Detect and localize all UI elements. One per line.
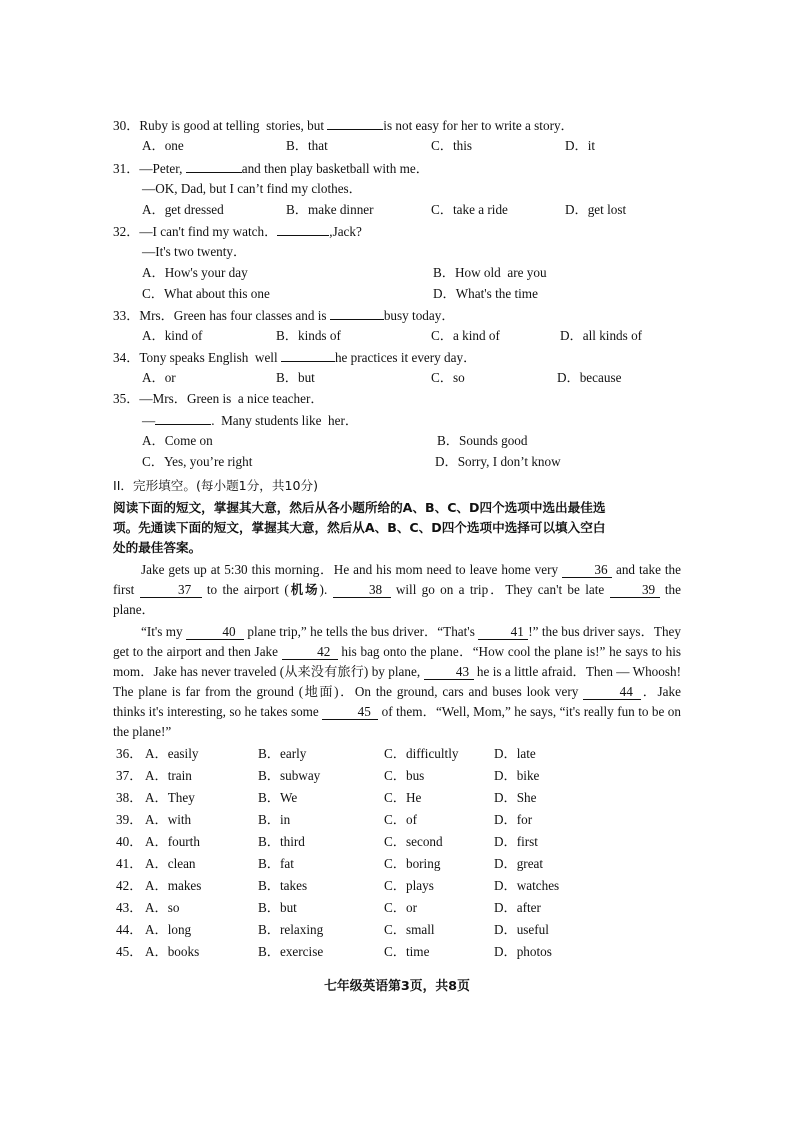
- cloze-option-d[interactable]: D．photos: [494, 944, 552, 959]
- cloze-option-a[interactable]: A．clean: [145, 856, 196, 871]
- q35-option-d[interactable]: D．Sorry, I don’t know: [435, 454, 561, 469]
- q30-option-b[interactable]: B．that: [286, 138, 328, 153]
- cloze-option-d[interactable]: D．watches: [494, 878, 560, 893]
- cloze-option-d[interactable]: D．late: [494, 746, 536, 761]
- question-35-line2: — . Many students like her．: [142, 413, 359, 428]
- section-2-title: II．完形填空。(每小题1分，共10分): [113, 478, 319, 493]
- cloze-option-b[interactable]: B．relaxing: [258, 922, 324, 937]
- cloze-option-c[interactable]: C．boring: [384, 856, 441, 871]
- cloze-option-b[interactable]: B．third: [258, 834, 305, 849]
- cloze-blank-45[interactable]: 45: [322, 705, 378, 720]
- cloze-option-c[interactable]: C．small: [384, 922, 435, 937]
- q31-option-a[interactable]: A．get dressed: [142, 202, 224, 217]
- cloze-option-d[interactable]: D．useful: [494, 922, 549, 937]
- cloze-option-b[interactable]: B．subway: [258, 768, 321, 783]
- cloze-question-number: 41．: [116, 856, 143, 871]
- answer-blank[interactable]: [281, 349, 335, 362]
- section-2-instruction-1: 阅读下面的短文，掌握其大意，然后从各小题所给的A、B、C、D四个选项中选出最佳选: [113, 500, 606, 515]
- q35-option-a[interactable]: A．Come on: [142, 433, 213, 448]
- cloze-question-number: 38．: [116, 790, 143, 805]
- cloze-question-number: 40．: [116, 834, 143, 849]
- section-2-instruction-2: 项。先通读下面的短文，掌握其大意，然后从A、B、C、D四个选项中选择可以填入空白: [113, 520, 606, 535]
- cloze-option-b[interactable]: B．in: [258, 812, 291, 827]
- q34-option-c[interactable]: C．so: [431, 370, 465, 385]
- cloze-option-a[interactable]: A．long: [145, 922, 192, 937]
- cloze-question-number: 44．: [116, 922, 143, 937]
- cloze-question-number: 37．: [116, 768, 143, 783]
- cloze-option-a[interactable]: A．fourth: [145, 834, 200, 849]
- q33-option-c[interactable]: C．a kind of: [431, 328, 500, 343]
- page-footer: 七年级英语第3页，共8页: [324, 979, 470, 994]
- q32-option-a[interactable]: A．How's your day: [142, 265, 248, 280]
- q32-option-b[interactable]: B．How old are you: [433, 265, 547, 280]
- cloze-question-number: 43．: [116, 900, 143, 915]
- passage-paragraph-2: “It's my 40 plane trip,” he tells the bus driver．“That's 41 !” the bus driver says．They get to the airport and then Jake 42 his bag onto the plane．“How cool the plane is!” he says to his mom．Jake has never traveled (从来没有旅行) by plane, 43 he is a little afraid．Then — Whoosh! The plane is far from the ground (地面)．On the ground, cars and buses look very 44 ．Jake thinks it's interesting, so he takes some 45 of them．“Well, Mom,” he says, “it's really fun to be on the plane!”: [113, 624, 681, 739]
- cloze-option-d[interactable]: D．bike: [494, 768, 540, 783]
- cloze-question-number: 36．: [116, 746, 143, 761]
- answer-blank[interactable]: [186, 160, 242, 173]
- cloze-blank-41[interactable]: 41: [478, 625, 528, 640]
- question-31-stem: 31．—Peter, and then play basketball with me．: [113, 161, 429, 176]
- cloze-option-a[interactable]: A．makes: [145, 878, 202, 893]
- q33-option-a[interactable]: A．kind of: [142, 328, 203, 343]
- cloze-option-a[interactable]: A．books: [145, 944, 200, 959]
- cloze-option-b[interactable]: B．exercise: [258, 944, 324, 959]
- cloze-option-d[interactable]: D．great: [494, 856, 544, 871]
- cloze-option-c[interactable]: C．of: [384, 812, 417, 827]
- passage-paragraph-1: Jake gets up at 5:30 this morning．He and his mom need to leave home very 36 and take the first 37 to the airport (机场). 38 will go on a trip．They can't be late 39 the plane．: [113, 562, 681, 617]
- answer-blank[interactable]: [277, 223, 329, 236]
- cloze-option-c[interactable]: C．or: [384, 900, 417, 915]
- section-2-instruction-3: 处的最佳答案。: [113, 540, 202, 555]
- cloze-option-a[interactable]: A．with: [145, 812, 192, 827]
- cloze-blank-42[interactable]: 42: [282, 645, 338, 660]
- q32-option-c[interactable]: C．What about this one: [142, 286, 270, 301]
- cloze-option-b[interactable]: B．but: [258, 900, 297, 915]
- cloze-blank-37[interactable]: 37: [140, 583, 202, 598]
- passage-gloss-airport: 机场: [288, 582, 320, 597]
- question-31-line2: —OK, Dad, but I can’t find my clothes．: [142, 181, 362, 196]
- cloze-option-a[interactable]: A．train: [145, 768, 192, 783]
- q35-option-c[interactable]: C．Yes, you’re right: [142, 454, 253, 469]
- q30-option-a[interactable]: A．one: [142, 138, 184, 153]
- answer-blank[interactable]: [330, 307, 384, 320]
- cloze-blank-38[interactable]: 38: [333, 583, 391, 598]
- cloze-question-number: 39．: [116, 812, 143, 827]
- cloze-option-c[interactable]: C．second: [384, 834, 443, 849]
- cloze-option-d[interactable]: D．for: [494, 812, 533, 827]
- question-35-stem: 35．—Mrs．Green is a nice teacher．: [113, 391, 324, 406]
- answer-blank[interactable]: [155, 412, 211, 425]
- q30-option-c[interactable]: C．this: [431, 138, 473, 153]
- answer-blank[interactable]: [327, 117, 383, 130]
- question-34-stem: 34．Tony speaks English well he practices it every day．: [113, 350, 477, 365]
- q30-option-d[interactable]: D．it: [565, 138, 596, 153]
- q32-option-d[interactable]: D．What's the time: [433, 286, 538, 301]
- cloze-option-a[interactable]: A．They: [145, 790, 195, 805]
- q34-option-d[interactable]: D．because: [557, 370, 622, 385]
- cloze-question-number: 45．: [116, 944, 143, 959]
- cloze-option-c[interactable]: C．bus: [384, 768, 425, 783]
- question-33-stem: 33．Mrs．Green has four classes and is busy today．: [113, 308, 455, 323]
- q31-option-c[interactable]: C．take a ride: [431, 202, 508, 217]
- cloze-blank-36[interactable]: 36: [562, 563, 612, 578]
- q34-option-b[interactable]: B．but: [276, 370, 315, 385]
- q33-option-d[interactable]: D．all kinds of: [560, 328, 643, 343]
- question-30-stem: 30．Ruby is good at telling stories, but is not easy for her to write a story．: [113, 118, 574, 133]
- cloze-option-b[interactable]: B．takes: [258, 878, 308, 893]
- question-32-stem: 32．—I can't find my watch． ,Jack?: [113, 224, 362, 239]
- cloze-blank-43[interactable]: 43: [424, 665, 474, 680]
- cloze-option-d[interactable]: D．after: [494, 900, 541, 915]
- cloze-option-a[interactable]: A．so: [145, 900, 180, 915]
- cloze-option-d[interactable]: D．first: [494, 834, 538, 849]
- cloze-question-number: 42．: [116, 878, 143, 893]
- cloze-option-b[interactable]: B．early: [258, 746, 307, 761]
- cloze-option-d[interactable]: D．She: [494, 790, 537, 805]
- q35-option-b[interactable]: B．Sounds good: [437, 433, 528, 448]
- cloze-option-b[interactable]: B．fat: [258, 856, 294, 871]
- cloze-option-a[interactable]: A．easily: [145, 746, 199, 761]
- cloze-option-c[interactable]: C．difficultly: [384, 746, 459, 761]
- cloze-option-c[interactable]: C．plays: [384, 878, 434, 893]
- q31-option-b[interactable]: B．make dinner: [286, 202, 374, 217]
- q34-option-a[interactable]: A．or: [142, 370, 176, 385]
- question-32-line2: —It's two twenty．: [142, 244, 247, 259]
- cloze-option-c[interactable]: C．He: [384, 790, 422, 805]
- cloze-blank-39[interactable]: 39: [610, 583, 660, 598]
- cloze-option-c[interactable]: C．time: [384, 944, 430, 959]
- cloze-option-b[interactable]: B．We: [258, 790, 298, 805]
- cloze-blank-44[interactable]: 44: [583, 685, 641, 700]
- cloze-blank-40[interactable]: 40: [186, 625, 244, 640]
- q33-option-b[interactable]: B．kinds of: [276, 328, 341, 343]
- q31-option-d[interactable]: D．get lost: [565, 202, 627, 217]
